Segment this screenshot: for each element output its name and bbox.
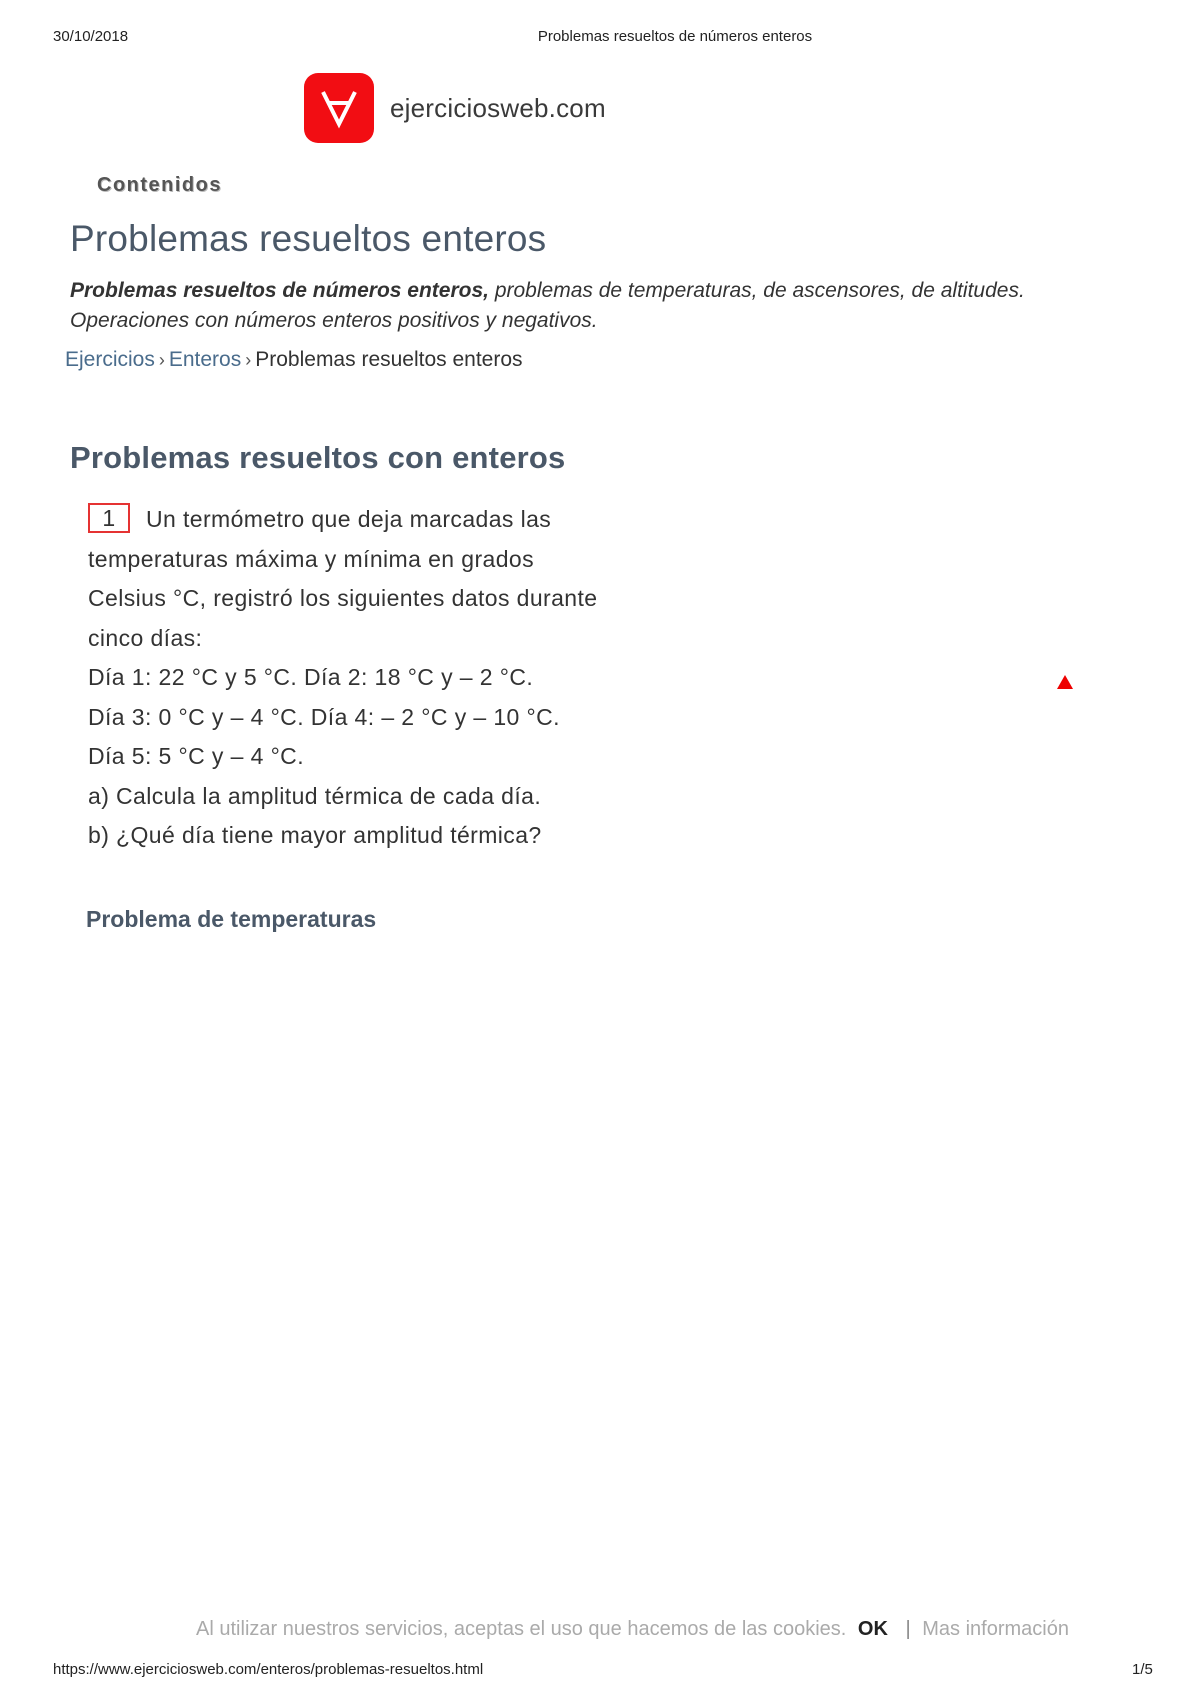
subsection-title: Problema de temperaturas (86, 906, 377, 932)
cookie-message: Al utilizar nuestros servicios, aceptas el uso que hacemos de las cookies. (196, 1618, 847, 1640)
breadcrumb-current: Problemas resueltos enteros (255, 348, 523, 371)
intro-paragraph (70, 276, 1070, 336)
problem-number-badge: 1 (88, 503, 130, 533)
breadcrumb-separator: › (158, 350, 165, 370)
intro-rest: problemas de temperaturas, de ascensores, de altitudes. Operaciones con números enteros positivos y negativos. (70, 279, 1025, 332)
print-footer-page: 1/5 (1132, 1661, 1153, 1678)
problem-text: Un termómetro que deja marcadas las (146, 506, 552, 532)
problem-line: cinco días: (88, 624, 203, 651)
page-title: Problemas resueltos enteros (70, 218, 547, 259)
problem-line (88, 500, 597, 540)
logo-text: ejerciciosweb.com (390, 92, 606, 123)
print-date: 30/10/2018 (53, 28, 129, 45)
problem-1 (88, 500, 597, 856)
print-footer-url: https://www.ejerciciosweb.com/enteros/problemas-resueltos.html (53, 1661, 484, 1678)
site-logo[interactable] (304, 73, 606, 143)
cookie-more-info-link[interactable]: Mas información (922, 1618, 1069, 1640)
breadcrumb (65, 348, 523, 372)
problem-line: Día 1: 22 °C y 5 °C. Día 2: 18 °C y – 2 °C. (88, 664, 534, 690)
breadcrumb-separator: › (245, 350, 252, 370)
contents-button[interactable]: Contenidos (97, 174, 222, 196)
problem-line: a) Calcula la amplitud térmica de cada día. (88, 782, 542, 809)
problem-line: Celsius °C, registró los siguientes datos durante (88, 585, 598, 611)
problem-line: Día 3: 0 °C y – 4 °C. Día 4: – 2 °C y – 10 °C. (88, 703, 560, 730)
intro-bold: Problemas resueltos de números enteros, (70, 279, 489, 302)
problem-line: b) ¿Qué día tiene mayor amplitud térmica? (88, 822, 542, 848)
problem-line: Día 5: 5 °C y – 4 °C. (88, 743, 304, 769)
breadcrumb-link-ejercicios[interactable]: Ejercicios (65, 348, 155, 371)
breadcrumb-link-enteros[interactable]: Enteros (168, 348, 242, 371)
print-header-title: Problemas resueltos de números enteros (537, 28, 813, 45)
problem-line: temperaturas máxima y mínima en grados (88, 545, 534, 572)
scroll-to-top-icon[interactable] (1057, 675, 1073, 689)
cookie-ok-button[interactable]: OK (857, 1618, 888, 1640)
forall-icon (304, 73, 374, 143)
section-title: Problemas resueltos con enteros (70, 440, 566, 475)
cookie-separator: | (905, 1618, 911, 1640)
cookie-bar (0, 1618, 1200, 1641)
